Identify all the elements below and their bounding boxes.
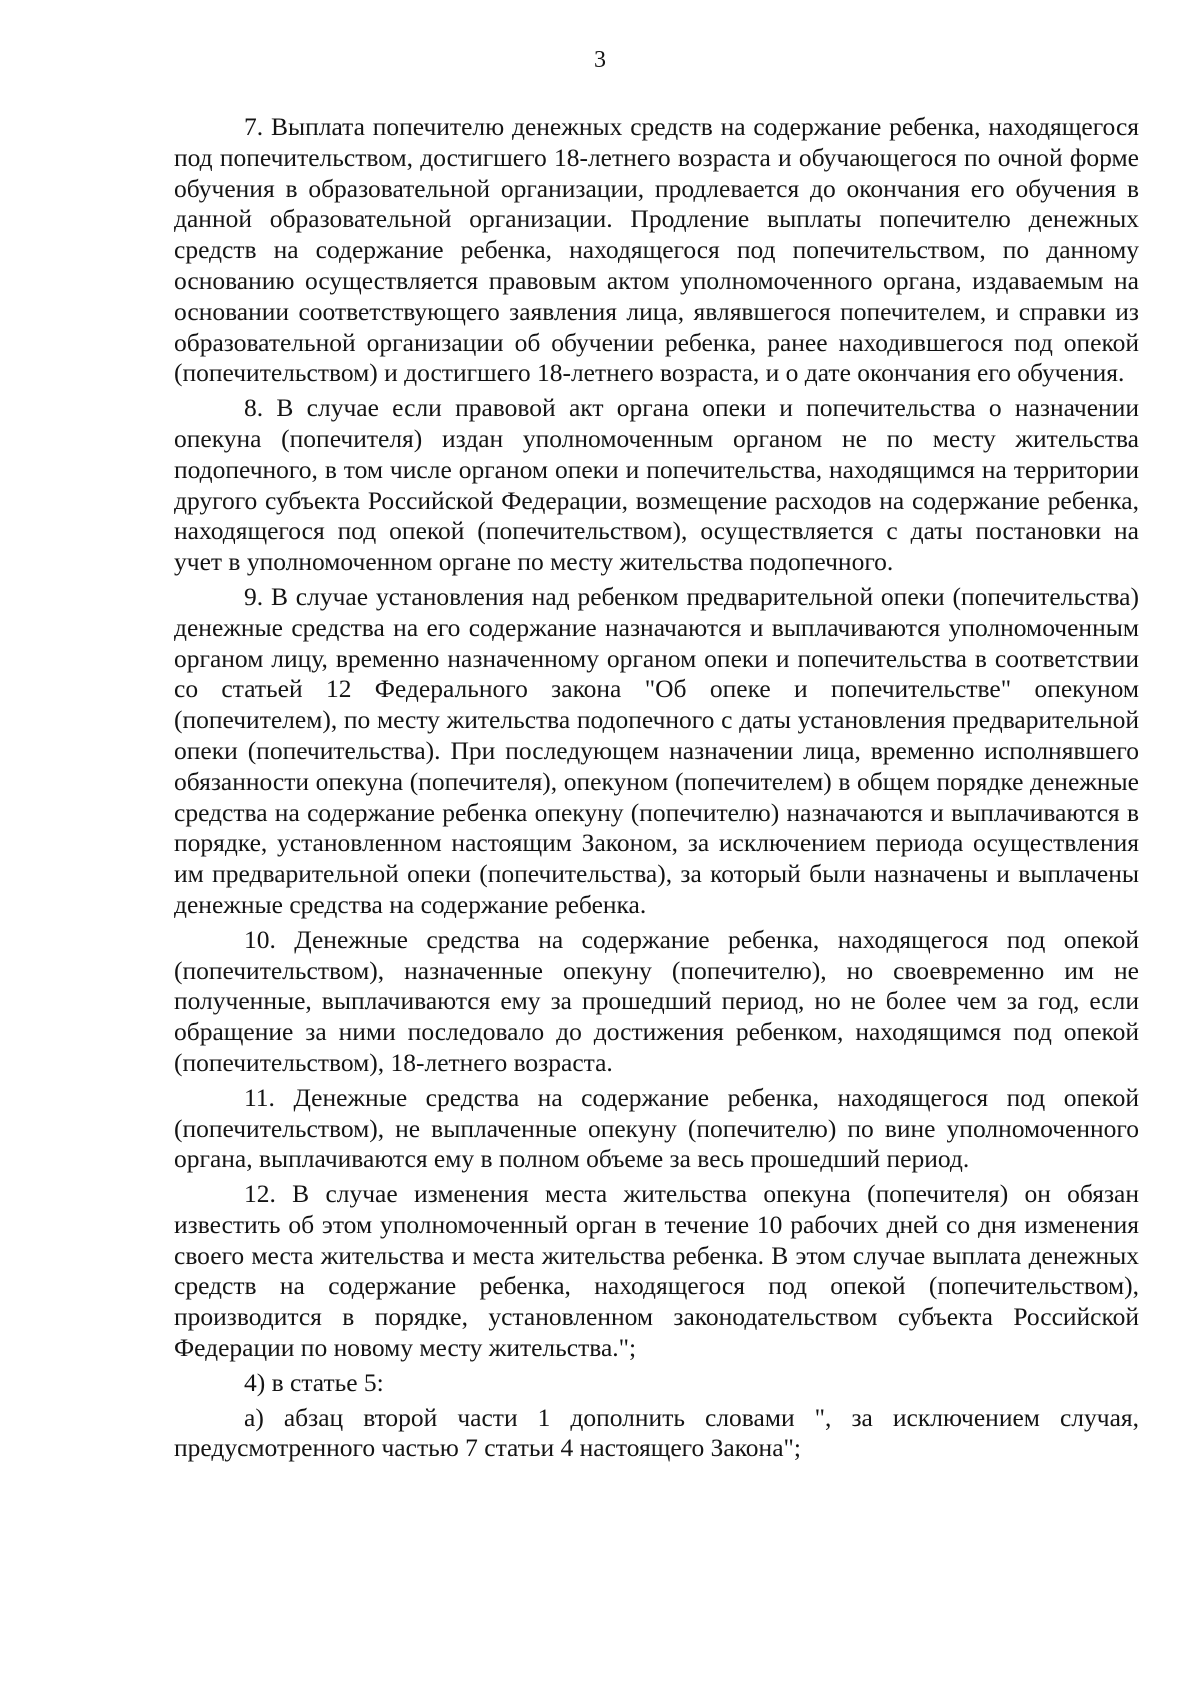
paragraph-12: 12. В случае изменения места жительства опекуна (попечителя) он обязан известить об этом уполномоченный орган в течение 10 рабочих дней со дня изменения своего места жительства и места жительства ребенка. В этом случае выплата денежных средств на содержание ребенка, находящегося под опекой (попечительством), производится в порядке, установленном законодательством субъекта Российской Федерации по новому месту жительства."; — [174, 1179, 1139, 1363]
paragraph-11: 11. Денежные средства на содержание ребенка, находящегося под опекой (попечительством), не выплаченные опекуну (попечителю) по вине уполномоченного органа, выплачиваются ему в полном объеме за весь прошедший период. — [174, 1082, 1139, 1174]
paragraph-item-4: 4) в статье 5: — [244, 1367, 384, 1397]
paragraph-8: 8. В случае если правовой акт органа опеки и попечительства о назначении опекуна (попечителя) издан уполномоченным органом не по месту жительства подопечного, в том числе органом опеки и попечительства, находящимся на территории другого субъекта Российской Федерации, возмещение расходов на содержание ребенка, находящегося под опекой (попечительством), осуществляется с даты постановки на учет в уполномоченном органе по месту жительства подопечного. — [174, 393, 1139, 577]
paragraph-9: 9. В случае установления над ребенком предварительной опеки (попечительства) денежные средства на его содержание назначаются и выплачиваются уполномоченным органом лицу, временно назначенному органом опеки и попечительства в соответствии со статьей 12 Федерального закона "Об опеке и попечительстве" опекуном (попечителем), по месту жительства подопечного с даты установления предварительной опеки (попечительства). При последующем назначении лица, временно исполнявшего обязанности опекуна (попечителя), опекуном (попечителем) в общем порядке денежные средства на содержание ребенка опекуну (попечителю) назначаются и выплачиваются в порядке, установленном настоящим Законом, за исключением периода осуществления им предварительной опеки (попечительства), за который были назначены и выплачены денежные средства на содержание ребенка. — [174, 581, 1139, 919]
paragraph-7: 7. Выплата попечителю денежных средств на содержание ребенка, находящегося под попечительством, достигшего 18-летнего возраста и обучающегося по очной форме обучения в образовательной организации, продлевается до окончания его обучения в данной образовательной организации. Продление выплаты попечителю денежных средств на содержание ребенка, находящегося под попечительством, по данному основанию осуществляется правовым актом уполномоченного органа, издаваемым на основании соответствующего заявления лица, являвшегося попечителем, и справки из образовательной организации об обучении ребенка, ранее находившегося под опекой (попечительством) и достигшего 18-летнего возраста, и о дате окончания его обучения. — [174, 112, 1139, 388]
paragraph-10: 10. Денежные средства на содержание ребенка, находящегося под опекой (попечительством), назначенные опекуну (попечителю), но своевременно им не полученные, выплачиваются ему за прошедший период, но не более чем за год, если обращение за ними последовало до достижения ребенком, находящимся под опекой (попечительством), 18-летнего возраста. — [174, 924, 1139, 1077]
document-body — [174, 112, 1139, 1468]
paragraph-subitem-a: а) абзац второй части 1 дополнить словами ", за исключением случая, предусмотренного частью 7 статьи 4 настоящего Закона"; — [174, 1402, 1139, 1463]
page-number: 3 — [594, 47, 606, 73]
